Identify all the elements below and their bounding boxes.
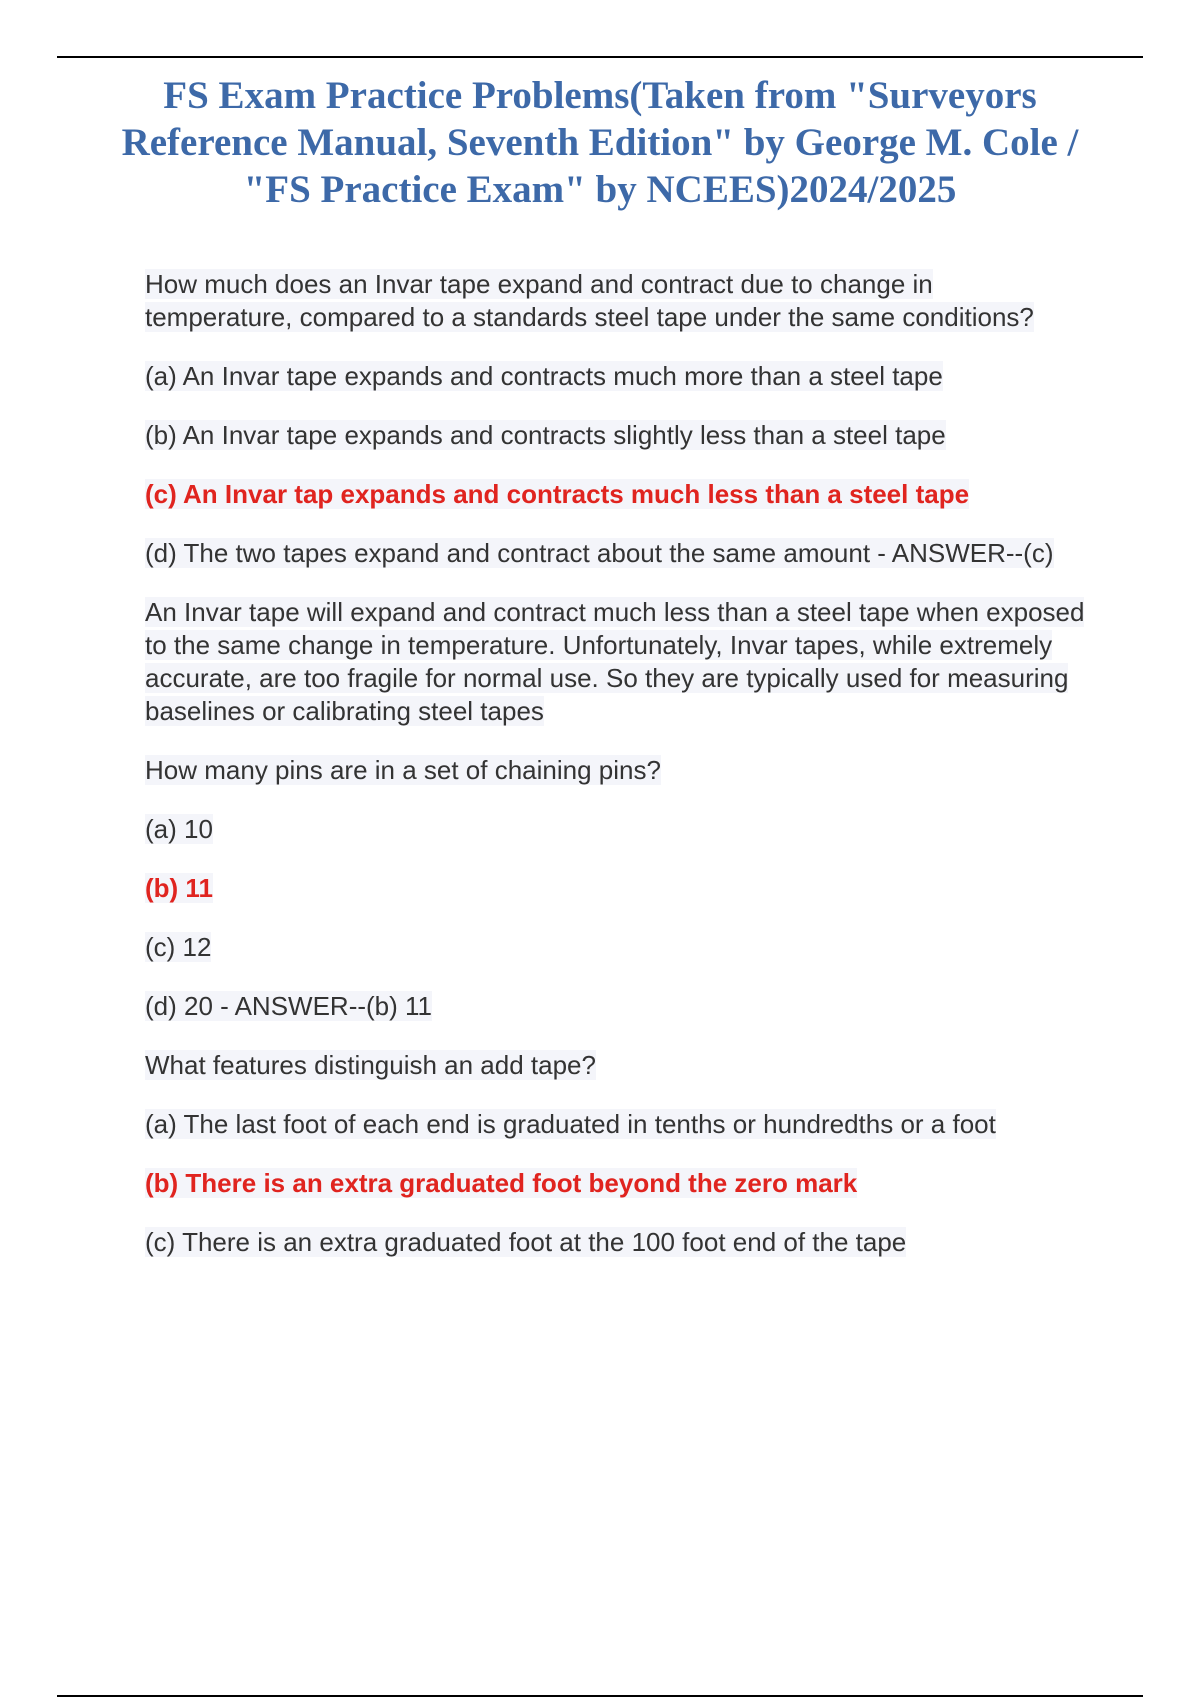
paragraph-text: (c) An Invar tap expands and contracts much less than a steel tape xyxy=(145,479,970,509)
paragraph-text: (b) An Invar tape expands and contracts slightly less than a steel tape xyxy=(145,420,946,450)
paragraph-text: (c) 12 xyxy=(145,932,212,962)
top-rule xyxy=(57,56,1143,58)
paragraph-text: How many pins are in a set of chaining pins? xyxy=(145,755,661,785)
highlighted-answer-paragraph xyxy=(145,478,1085,511)
highlighted-answer-paragraph xyxy=(145,1167,1085,1200)
body-paragraph xyxy=(145,360,1085,393)
paragraph-text: (a) The last foot of each end is graduated in tenths or hundredths or a foot xyxy=(145,1109,996,1139)
paragraph-text: (d) 20 - ANSWER--(b) 11 xyxy=(145,991,433,1021)
body-paragraph xyxy=(145,419,1085,452)
paragraph-text: An Invar tape will expand and contract much less than a steel tape when exposed to the same change in temperature. Unfortunately, Invar tapes, while extremely accurate, are too fragile for normal use. So they are typically used for measuring baselines or calibrating steel tapes xyxy=(145,597,1085,726)
body-paragraph xyxy=(145,596,1085,728)
bottom-rule xyxy=(57,1695,1143,1697)
body-paragraph xyxy=(145,754,1085,787)
body-paragraph xyxy=(145,813,1085,846)
paragraph-text: What features distinguish an add tape? xyxy=(145,1050,596,1080)
document-title: FS Exam Practice Problems(Taken from "Surveyors Reference Manual, Seventh Edition" by George M. Cole / "FS Practice Exam" by NCEES)2024/2025 xyxy=(121,74,1079,211)
paragraph-text: (b) There is an extra graduated foot beyond the zero mark xyxy=(145,1168,858,1198)
paragraph-text: (a) An Invar tape expands and contracts much more than a steel tape xyxy=(145,361,943,391)
paragraph-text: (c) There is an extra graduated foot at the 100 foot end of the tape xyxy=(145,1227,907,1257)
paragraph-text: (a) 10 xyxy=(145,814,213,844)
body-paragraph xyxy=(145,1226,1085,1259)
document-body xyxy=(145,268,1085,1285)
body-paragraph xyxy=(145,1049,1085,1082)
highlighted-answer-paragraph xyxy=(145,872,1085,905)
body-paragraph xyxy=(145,537,1085,570)
body-paragraph xyxy=(145,931,1085,964)
body-paragraph xyxy=(145,990,1085,1023)
body-paragraph xyxy=(145,1108,1085,1141)
paragraph-text: How much does an Invar tape expand and contract due to change in temperature, compared to a standards steel tape under the same conditions? xyxy=(145,269,1034,332)
paragraph-text: (b) 11 xyxy=(145,873,213,903)
paragraph-text: (d) The two tapes expand and contract about the same amount - ANSWER--(c) xyxy=(145,538,1054,568)
body-paragraph xyxy=(145,268,1085,334)
